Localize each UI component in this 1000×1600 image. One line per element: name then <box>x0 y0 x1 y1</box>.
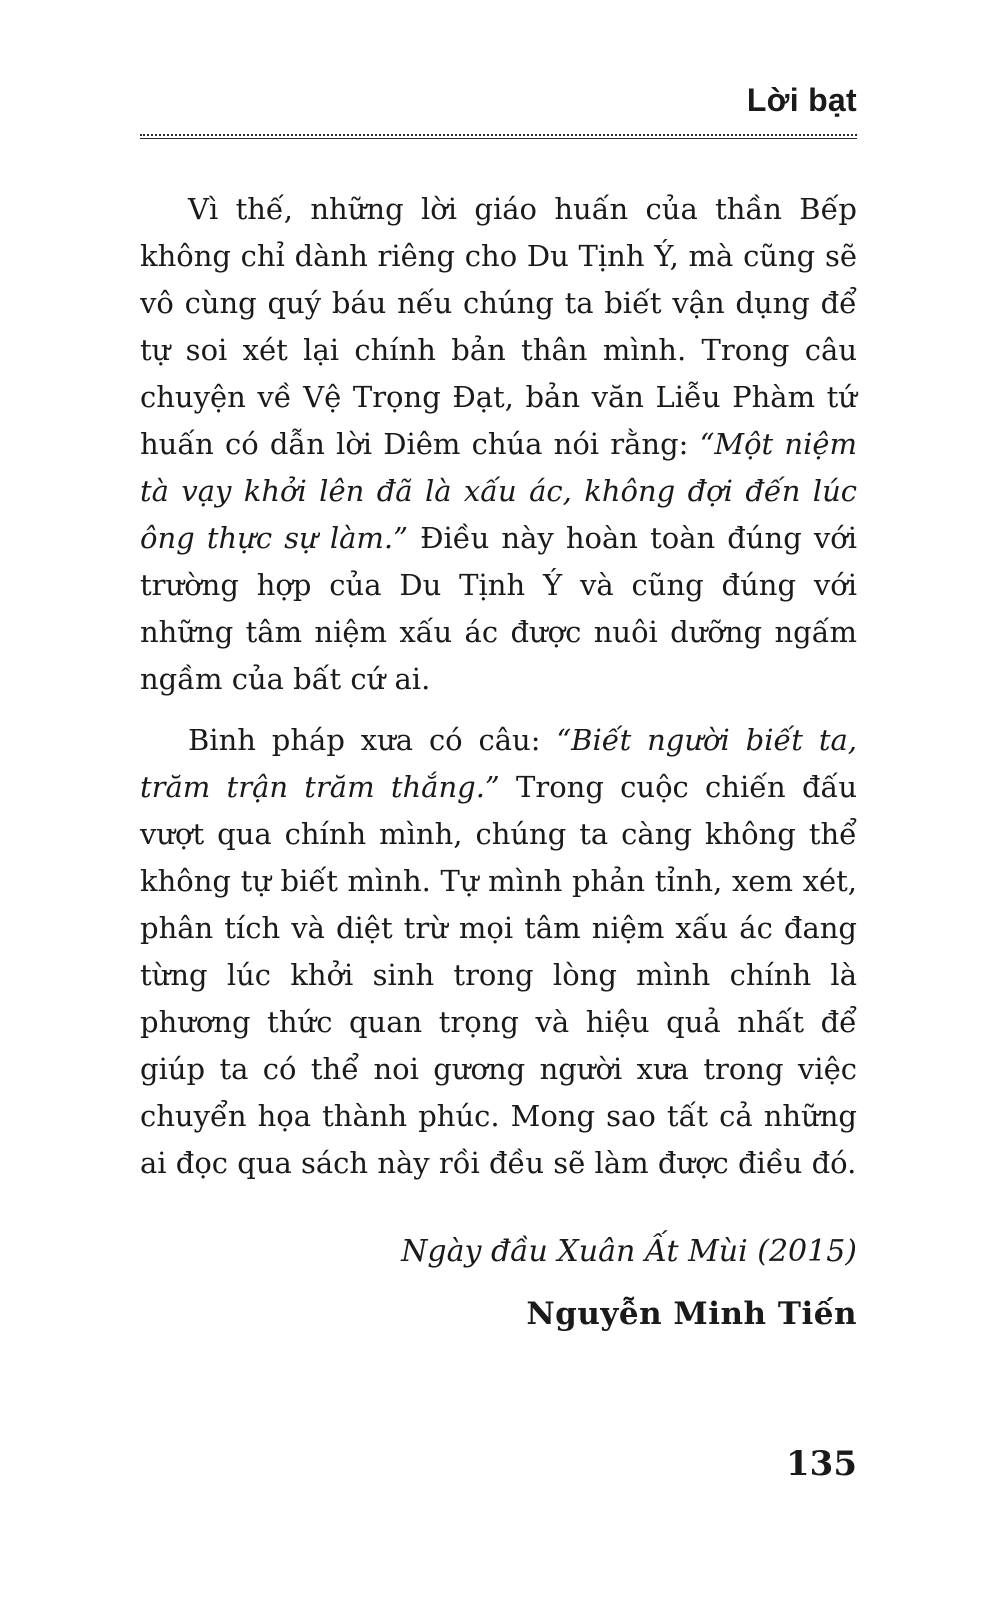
paragraph-2-text-b: Trong cuộc chiến đấu vượt qua chính mình, chúng ta càng không thể không tự biết mình. Tự mình phản tỉnh, xem xét, phân tích và diệt trừ mọi tâm niệm xấu ác đang từng lúc khởi sinh trong lòng mình chính là phương thức quan trọng và hiệu quả nhất để giúp ta có thể noi gương người xưa trong việc chuyển họa thành phúc. Mong sao tất cả những ai đọc qua sách này rồi đều sẽ làm được điều đó. <box>140 770 857 1180</box>
paragraph-1-quote: “Một niệm tà vạy khởi lên đã là xấu ác, không đợi đến lúc ông thực sự làm.” <box>140 427 857 555</box>
paragraph-1 <box>140 186 857 703</box>
running-header: Lời bạt <box>746 82 857 118</box>
paragraph-1-text-a: Vì thế, những lời giáo huấn của thần Bếp không chỉ dành riêng cho Du Tịnh Ý, mà cũng sẽ vô cùng quý báu nếu chúng ta biết vận dụng để tự soi xét lại chính bản thân mình. Trong câu chuyện về Vệ Trọng Đạt, bản văn Liễu Phàm tứ huấn có dẫn lời Diêm chúa nói rằng: <box>140 192 857 461</box>
page-number: 135 <box>786 1444 857 1484</box>
header-rule <box>140 134 857 136</box>
signoff-author: Nguyễn Minh Tiến <box>526 1296 857 1332</box>
paragraph-2-quote: “Biết người biết ta, trăm trận trăm thắng.” <box>140 723 857 804</box>
signoff <box>401 1232 857 1334</box>
signoff-date: Ngày đầu Xuân Ất Mùi (2015) <box>401 1234 857 1269</box>
paragraph-2-text-a: Binh pháp xưa có câu: <box>188 723 557 757</box>
body-text <box>140 186 857 1187</box>
paragraph-2 <box>140 717 857 1187</box>
paragraph-1-text-b: Điều này hoàn toàn đúng với trường hợp của Du Tịnh Ý và cũng đúng với những tâm niệm xấu ác được nuôi dưỡng ngấm ngầm của bất cứ ai. <box>140 521 857 696</box>
